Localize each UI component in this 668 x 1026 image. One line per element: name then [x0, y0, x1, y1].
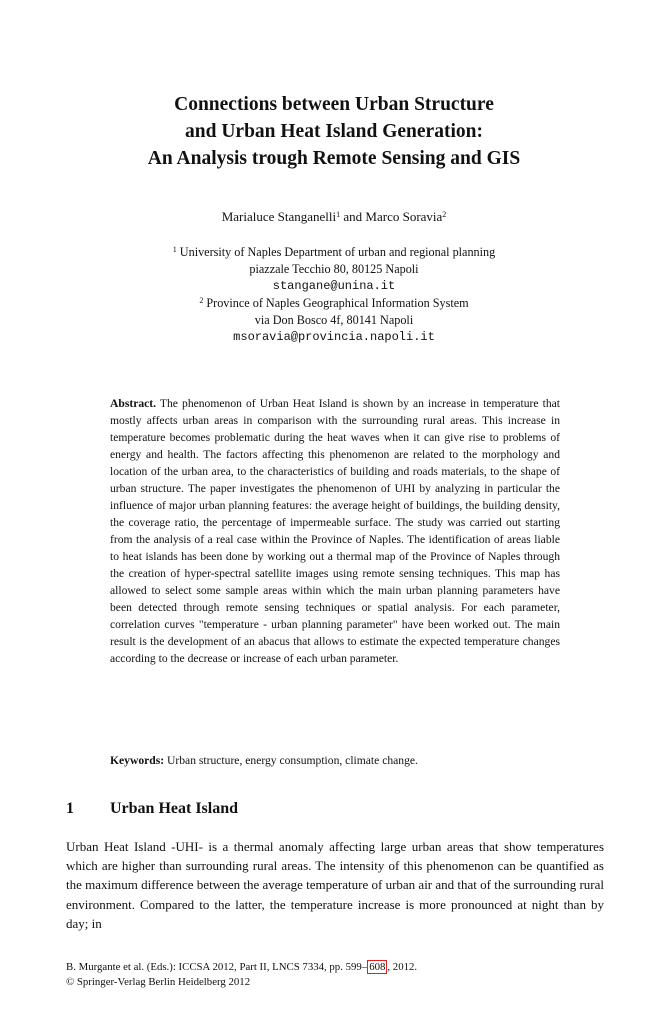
paper-title	[0, 91, 668, 172]
affiliation-line	[0, 295, 668, 312]
affiliation-marker: 2	[199, 296, 204, 305]
title-line-3: An Analysis trough Remote Sensing and GIS	[147, 148, 521, 169]
title-line-1: Connections between Urban Structure	[174, 94, 494, 115]
section-body-text: Urban Heat Island -UHI- is a thermal anomaly affecting large urban areas that show temperatures which are higher than surrounding rural areas. The intensity of this phenomenon can be quantified as the maximum difference between the average temperature of urban air and that of the surrounding rural environment. Compared to the latter, the temperature increase is more pronounced at night than by day; in	[66, 839, 604, 931]
citation-suffix: , 2012.	[387, 961, 418, 973]
author-separator: and	[340, 209, 366, 224]
keywords-text: Urban structure, energy consumption, climate change.	[167, 754, 418, 767]
section-title: Urban Heat Island	[110, 800, 239, 817]
affiliation-address: piazzale Tecchio 80, 80125 Napoli	[249, 262, 419, 276]
affiliation-email[interactable]: stangane@unina.it	[272, 279, 396, 293]
citation-line	[66, 960, 606, 975]
section-number: 1	[66, 800, 74, 817]
keywords	[110, 752, 560, 769]
title-line-2: and Urban Heat Island Generation:	[185, 121, 483, 142]
affiliation-address: via Don Bosco 4f, 80141 Napoli	[254, 313, 414, 327]
author-list	[0, 208, 668, 226]
citation-prefix: B. Murgante et al. (Eds.): ICCSA 2012, Part II, LNCS 7334, pp. 599–	[66, 961, 368, 973]
page-footer	[66, 960, 606, 990]
section-heading	[66, 798, 238, 820]
affiliation-email[interactable]: msoravia@provincia.napoli.it	[233, 330, 435, 344]
affiliation-line	[0, 244, 668, 261]
author-affiliation-marker: 2	[442, 210, 447, 219]
abstract-text: The phenomenon of Urban Heat Island is shown by an increase in temperature that mostly affects urban areas in comparison with the surrounding rural areas. This increase in temperature becomes problematic during the heat waves when it can give rise to problems of energy and health. The factors affecting this phenomenon are related to the morphology and location of the urban area, to the characteristics of building and roads materials, to the shape of urban structure. The paper investigates the phenomenon of UHI by analyzing in particular the influence of major urban planning features: the average height of buildings, the building density, the coverage ratio, the percentage of impermeable surface. The study was carried out starting from the analysis of a real case within the Province of Naples. The identification of areas liable to heat islands has been done by working out a thermal map of the Province of Naples through the creation of hyper-spectral satellite images using remote sensing techniques. This map has allowed to select some sample areas within which the main urban planning parameters have been detected through remote sensing techniques or spatial analysis. For each parameter, correlation curves "temperature - urban planning parameter" have been worked out. The main result is the development of an abacus that allows to estimate the expected temperature changes according to the decrease or increase of each urban parameter.	[110, 397, 560, 665]
copyright-line: © Springer-Verlag Berlin Heidelberg 2012	[66, 976, 251, 988]
affiliations	[0, 244, 668, 346]
author-name: Marco Soravia	[365, 209, 443, 224]
affiliation-marker: 1	[172, 245, 177, 254]
author-affiliation-marker: 1	[336, 210, 341, 219]
abstract	[110, 395, 560, 667]
page-end-link[interactable]: 608	[369, 961, 386, 973]
affiliation-institution: Province of Naples Geographical Information System	[206, 296, 469, 310]
author-name: Marialuce Stanganelli	[221, 209, 337, 224]
abstract-label: Abstract.	[110, 397, 157, 410]
affiliation-institution: University of Naples Department of urban and regional planning	[179, 245, 496, 259]
keywords-label: Keywords:	[110, 754, 165, 767]
